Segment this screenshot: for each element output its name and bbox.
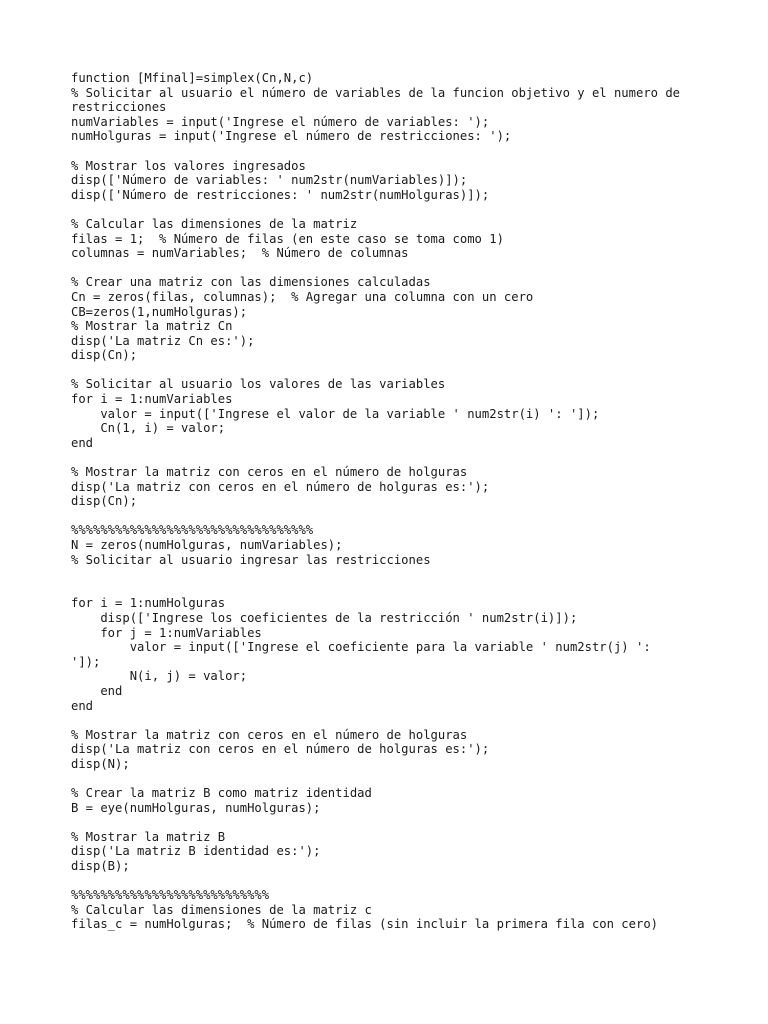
code-line: valor = input(['Ingrese el coeficiente para la variable ' num2str(j) ':	[71, 640, 651, 655]
code-line: % Calcular las dimensiones de la matriz	[71, 216, 358, 231]
code-line	[71, 582, 721, 597]
code-line	[71, 815, 721, 830]
code-line: %%%%%%%%%%%%%%%%%%%%%%%%%%%%%%%%%	[71, 523, 314, 538]
code-line: % Solicitar al usuario ingresar las restricciones	[71, 552, 431, 567]
code-line: end	[71, 683, 123, 698]
code-line: Cn(1, i) = valor;	[71, 421, 226, 436]
code-line: disp(N);	[71, 756, 130, 771]
code-line: % Calcular las dimensiones de la matriz c	[71, 902, 372, 917]
code-line: % Mostrar la matriz con ceros en el número de holguras	[71, 465, 468, 480]
code-line: end	[71, 435, 94, 450]
code-line: disp('La matriz Cn es:');	[71, 333, 255, 348]
code-line	[71, 450, 721, 465]
code-line: % Mostrar la matriz con ceros en el número de holguras	[71, 727, 468, 742]
code-line: restricciones	[71, 100, 167, 115]
code-line: filas_c = numHolguras; % Número de filas (sin incluir la primera fila con cero)	[71, 917, 658, 932]
code-line: % Solicitar al usuario el número de variables de la funcion objetivo y el numero de	[71, 85, 681, 100]
code-line: % Mostrar los valores ingresados	[71, 158, 306, 173]
code-line	[71, 713, 721, 728]
code-line: for j = 1:numVariables	[71, 625, 262, 640]
code-line	[71, 509, 721, 524]
code-line	[71, 772, 721, 787]
code-line	[71, 261, 721, 276]
code-line: ']);	[71, 654, 101, 669]
code-line: numHolguras = input('Ingrese el número de restricciones: ');	[71, 129, 512, 144]
code-line	[71, 202, 721, 217]
code-line	[71, 363, 721, 378]
code-listing	[71, 71, 721, 932]
code-line: N = zeros(numHolguras, numVariables);	[71, 538, 343, 552]
code-line: valor = input(['Ingrese el valor de la variable ' num2str(i) ': ']);	[71, 406, 600, 421]
code-line: disp(['Número de variables: ' num2str(numVariables)]);	[71, 173, 468, 188]
code-line: % Crear una matriz con las dimensiones calculadas	[71, 275, 431, 290]
code-line: disp('La matriz con ceros en el número de holguras es:');	[71, 479, 490, 494]
code-line: B = eye(numHolguras, numHolguras);	[71, 800, 321, 815]
code-line: % Crear la matriz B como matriz identidad	[71, 786, 372, 801]
code-line: N(i, j) = valor;	[71, 669, 248, 684]
code-line: function [Mfinal]=simplex(Cn,N,c)	[71, 71, 314, 85]
code-line: disp(Cn);	[71, 494, 138, 509]
code-line	[71, 567, 721, 582]
code-line: for i = 1:numVariables	[71, 392, 233, 407]
code-line: % Mostrar la matriz Cn	[71, 319, 233, 334]
code-line: Cn = zeros(filas, columnas); % Agregar una columna con un cero	[71, 289, 534, 304]
code-line: disp('La matriz B identidad es:');	[71, 844, 321, 859]
code-line	[71, 874, 721, 889]
code-line: disp('La matriz con ceros en el número de holguras es:');	[71, 742, 490, 757]
code-line: filas = 1; % Número de filas (en este caso se toma como 1)	[71, 231, 504, 246]
code-line: numVariables = input('Ingrese el número de variables: ');	[71, 114, 490, 129]
code-line: end	[71, 698, 94, 713]
code-line: disp(['Ingrese los coeficientes de la restricción ' num2str(i)]);	[71, 610, 578, 625]
code-line: %%%%%%%%%%%%%%%%%%%%%%%%%%%	[71, 888, 270, 903]
code-line: % Solicitar al usuario los valores de las variables	[71, 377, 446, 392]
code-line: % Mostrar la matriz B	[71, 829, 226, 844]
code-line: disp(B);	[71, 859, 130, 874]
code-line: columnas = numVariables; % Número de columnas	[71, 246, 409, 261]
code-line: for i = 1:numHolguras	[71, 596, 226, 611]
code-line	[71, 144, 721, 159]
code-line: disp(Cn);	[71, 348, 138, 363]
code-line: disp(['Número de restricciones: ' num2str(numHolguras)]);	[71, 187, 490, 202]
code-line: CB=zeros(1,numHolguras);	[71, 304, 248, 319]
